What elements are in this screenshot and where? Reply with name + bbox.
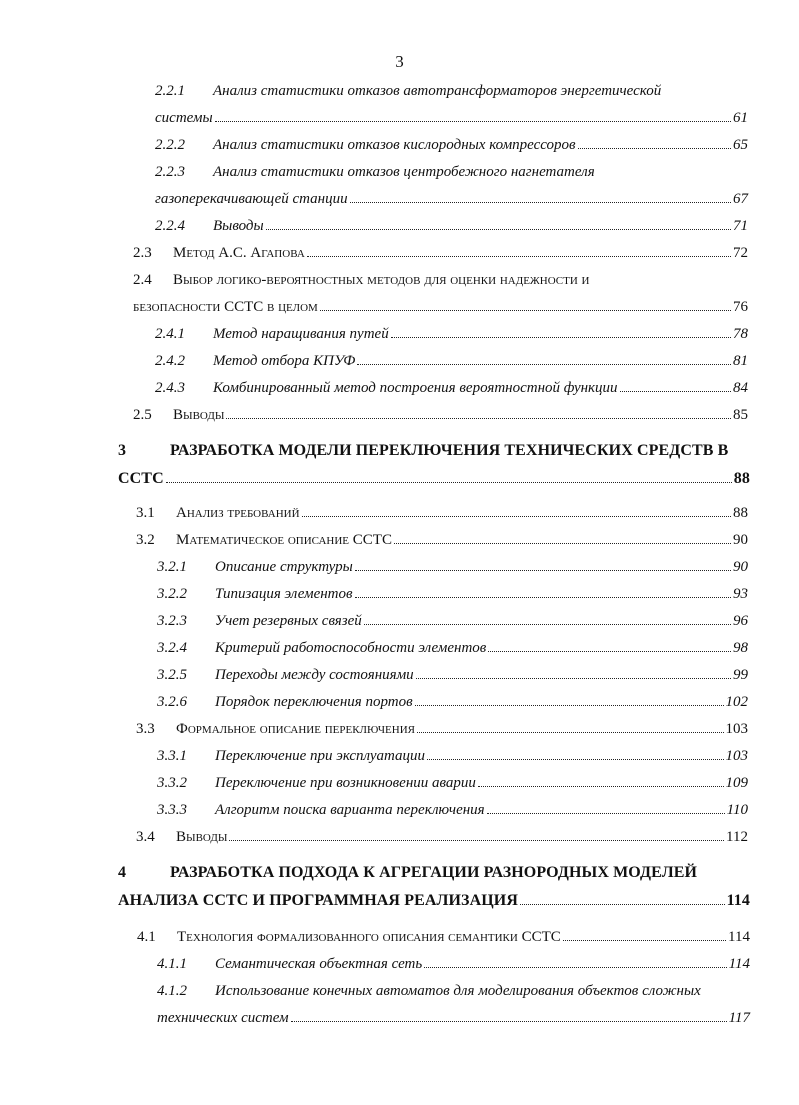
toc-chapter-4[interactable]: [118, 892, 750, 910]
toc-entry-title: РАЗРАБОТКА МОДЕЛИ ПЕРЕКЛЮЧЕНИЯ ТЕХНИЧЕСКИХ СРЕДСТВ В: [170, 442, 729, 459]
toc-entry-title: Технология формализованного описания семантики ССТС: [177, 929, 561, 945]
toc-entry-title: Выводы: [173, 407, 225, 423]
toc-entry-title: газоперекачивающей станции: [155, 191, 348, 207]
toc-entry-page: 98: [733, 640, 748, 656]
toc-entry-2-2-1[interactable]: [155, 110, 748, 127]
toc-entry-page: 71: [733, 218, 748, 234]
toc-entry-page: 112: [726, 829, 748, 845]
toc-entry-2-4-line1: [133, 272, 590, 289]
dot-leader: [355, 597, 731, 598]
toc-entry-2-4[interactable]: [133, 299, 748, 316]
toc-entry-page: 93: [733, 586, 748, 602]
toc-entry-3-2-3[interactable]: [157, 613, 748, 630]
toc-entry-title: Выводы: [213, 218, 264, 234]
toc-entry-number: 3: [118, 442, 127, 459]
dot-leader: [215, 121, 731, 122]
toc-entry-number: 2.2.3: [155, 164, 185, 180]
dot-leader: [291, 1021, 727, 1022]
toc-entry-page: 99: [733, 667, 748, 683]
toc-entry-2-4-3[interactable]: [155, 380, 748, 397]
toc-entry-title: Порядок переключения портов: [215, 694, 413, 710]
toc-entry-title: Комбинированный метод построения вероятностной функции: [213, 380, 618, 396]
dot-leader: [307, 256, 731, 257]
toc-entry-page: 67: [733, 191, 748, 207]
toc-entry-2-2-3-line1: [155, 164, 595, 181]
toc-entry-title: РАЗРАБОТКА ПОДХОДА К АГРЕГАЦИИ РАЗНОРОДНЫХ МОДЕЛЕЙ: [170, 864, 698, 881]
dot-leader: [302, 516, 731, 517]
toc-entry-page: 96: [733, 613, 748, 629]
dot-leader: [355, 570, 731, 571]
toc-entry-title: Переключение при возникновении аварии: [215, 775, 476, 791]
toc-entry-3-2-4[interactable]: [157, 640, 748, 657]
toc-entry-title: системы: [155, 110, 213, 126]
dot-leader: [620, 391, 731, 392]
toc-entry-title: Формальное описание переключения: [176, 721, 415, 737]
dot-leader: [417, 732, 724, 733]
toc-entry-number: 3.1: [136, 505, 155, 521]
toc-entry-2-4-2[interactable]: [155, 353, 748, 370]
toc-entry-number: 3.3.1: [157, 748, 187, 764]
dot-leader: [424, 967, 726, 968]
toc-entry-number: 2.2.4: [155, 218, 185, 234]
toc-entry-number: 3.3.3: [157, 802, 187, 818]
toc-entry-page: 78: [733, 326, 748, 342]
toc-entry-title: Математическое описание ССТС: [176, 532, 392, 548]
toc-entry-title: Метод отбора КПУФ: [213, 353, 356, 369]
toc-entry-page: 88: [733, 470, 750, 487]
toc-entry-page: 103: [725, 748, 748, 764]
toc-entry-page: 102: [725, 694, 748, 710]
page-number: 3: [395, 52, 404, 71]
toc-entry-number: 3.3.2: [157, 775, 187, 791]
toc-entry-page: 72: [733, 245, 748, 261]
toc-entry-number: 2.4: [133, 272, 152, 288]
toc-entry-2-3[interactable]: [133, 245, 748, 262]
toc-entry-number: 2.3: [133, 245, 152, 261]
dot-leader: [563, 940, 726, 941]
toc-entry-number: 2.4.2: [155, 353, 185, 369]
toc-entry-page: 110: [726, 802, 748, 818]
toc-entry-page: 76: [733, 299, 748, 315]
toc-entry-number: 3.2.1: [157, 559, 187, 575]
toc-entry-3-2-2[interactable]: [157, 586, 748, 603]
toc-entry-3-3-3[interactable]: [157, 802, 748, 819]
toc-entry-3-2-1[interactable]: [157, 559, 748, 576]
toc-entry-title: Анализ статистики отказов центробежного нагнетателя: [213, 164, 595, 180]
toc-entry-2-2-3[interactable]: [155, 191, 748, 208]
toc-entry-title: Анализ статистики отказов кислородных компрессоров: [213, 137, 576, 153]
toc-entry-number: 3.2.2: [157, 586, 187, 602]
toc-entry-3-3-2[interactable]: [157, 775, 748, 792]
toc-entry-number: 3.3: [136, 721, 155, 737]
toc-entry-number: 3.4: [136, 829, 155, 845]
toc-entry-number: 2.2.1: [155, 83, 185, 99]
toc-entry-number: 4: [118, 864, 127, 881]
toc-entry-number: 3.2.3: [157, 613, 187, 629]
toc-chapter-3[interactable]: [118, 470, 750, 488]
toc-entry-3-3[interactable]: [136, 721, 748, 738]
toc-entry-4-1-1[interactable]: [157, 956, 750, 973]
toc-entry-page: 90: [733, 532, 748, 548]
toc-entry-page: 109: [725, 775, 748, 791]
dot-leader: [520, 904, 725, 905]
toc-entry-page: 114: [728, 929, 750, 945]
toc-entry-4-1-2[interactable]: [157, 1010, 750, 1027]
toc-entry-number: 3.2: [136, 532, 155, 548]
toc-entry-title: ССТС: [118, 470, 164, 487]
toc-entry-4-1-2-line1: [157, 983, 701, 1000]
dot-leader: [229, 840, 724, 841]
dot-leader: [488, 651, 731, 652]
dot-leader: [487, 813, 725, 814]
toc-entry-title: Переключение при эксплуатации: [215, 748, 426, 764]
toc-entry-number: 2.4.1: [155, 326, 185, 342]
toc-entry-3-1[interactable]: [136, 505, 748, 522]
toc-entry-3-2-5[interactable]: [157, 667, 748, 684]
toc-entry-title: Алгоритм поиска варианта переключения: [215, 802, 485, 818]
toc-chapter-4-line1: [118, 864, 697, 882]
toc-entry-number: 2.5: [133, 407, 152, 423]
toc-entry-title: безопасности ССТС в целом: [133, 299, 318, 315]
toc-entry-4-1[interactable]: [137, 929, 750, 946]
toc-entry-title: Описание структуры: [215, 559, 353, 575]
dot-leader: [364, 624, 731, 625]
toc-entry-title: Переходы между состояниями: [215, 667, 414, 683]
toc-entry-2-5[interactable]: [133, 407, 748, 424]
toc-entry-number: 3.2.6: [157, 694, 187, 710]
toc-entry-page: 103: [725, 721, 748, 737]
toc-entry-title: АНАЛИЗА ССТС И ПРОГРАММНАЯ РЕАЛИЗАЦИЯ: [118, 892, 519, 909]
toc-entry-3-2-6[interactable]: [157, 694, 748, 711]
dot-leader: [415, 705, 724, 706]
toc-entry-3-3-1[interactable]: [157, 748, 748, 765]
dot-leader: [350, 202, 731, 203]
toc-entry-2-2-1-line1: [155, 83, 661, 100]
toc-entry-page: 90: [733, 559, 748, 575]
toc-chapter-3-line1: [118, 442, 728, 460]
toc-entry-number: 3.2.4: [157, 640, 187, 656]
dot-leader: [226, 418, 731, 419]
toc-entry-title: Выводы: [176, 829, 228, 845]
toc-entry-title: технических систем: [157, 1010, 289, 1026]
toc-entry-page: 117: [728, 1010, 750, 1026]
toc-entry-2-2-2[interactable]: [155, 137, 748, 154]
toc-entry-title: Учет резервных связей: [215, 613, 362, 629]
toc-entry-page: 61: [733, 110, 748, 126]
dot-leader: [357, 364, 731, 365]
toc-entry-number: 4.1.1: [157, 956, 187, 972]
toc-entry-number: 4.1: [137, 929, 156, 945]
toc-entry-title: Выбор логико-вероятностных методов для оценки надежности и: [173, 272, 590, 288]
toc-entry-page: 65: [733, 137, 748, 153]
dot-leader: [427, 759, 723, 760]
toc-entry-title: Метод наращивания путей: [213, 326, 389, 342]
toc-entry-title: Критерий работоспособности элементов: [215, 640, 487, 656]
dot-leader: [320, 310, 731, 311]
toc-entry-page: 88: [733, 505, 748, 521]
toc-entry-2-4-1[interactable]: [155, 326, 748, 343]
toc-entry-page: 114: [726, 892, 750, 909]
toc-entry-title: Использование конечных автоматов для моделирования объектов сложных: [215, 983, 701, 999]
toc-entry-3-4[interactable]: [136, 829, 748, 846]
toc-entry-title: Анализ требований: [176, 505, 300, 521]
dot-leader: [394, 543, 731, 544]
toc-entry-page: 114: [728, 956, 750, 972]
toc-entry-number: 3.2.5: [157, 667, 187, 683]
toc-entry-title: Метод А.С. Агапова: [173, 245, 305, 261]
dot-leader: [416, 678, 731, 679]
dot-leader: [391, 337, 731, 338]
dot-leader: [266, 229, 731, 230]
toc-entry-page: 81: [733, 353, 748, 369]
toc-entry-3-2[interactable]: [136, 532, 748, 549]
toc-entry-2-2-4[interactable]: [155, 218, 748, 235]
toc-entry-page: 85: [733, 407, 748, 423]
dot-leader: [478, 786, 724, 787]
toc-entry-number: 2.4.3: [155, 380, 185, 396]
toc-entry-number: 2.2.2: [155, 137, 185, 153]
dot-leader: [166, 482, 732, 483]
toc-entry-page: 84: [733, 380, 748, 396]
toc-entry-number: 4.1.2: [157, 983, 187, 999]
toc-entry-title: Семантическая объектная сеть: [215, 956, 423, 972]
toc-entry-title: Типизация элементов: [215, 586, 353, 602]
dot-leader: [578, 148, 731, 149]
toc-entry-title: Анализ статистики отказов автотрансформаторов энергетической: [213, 83, 662, 99]
